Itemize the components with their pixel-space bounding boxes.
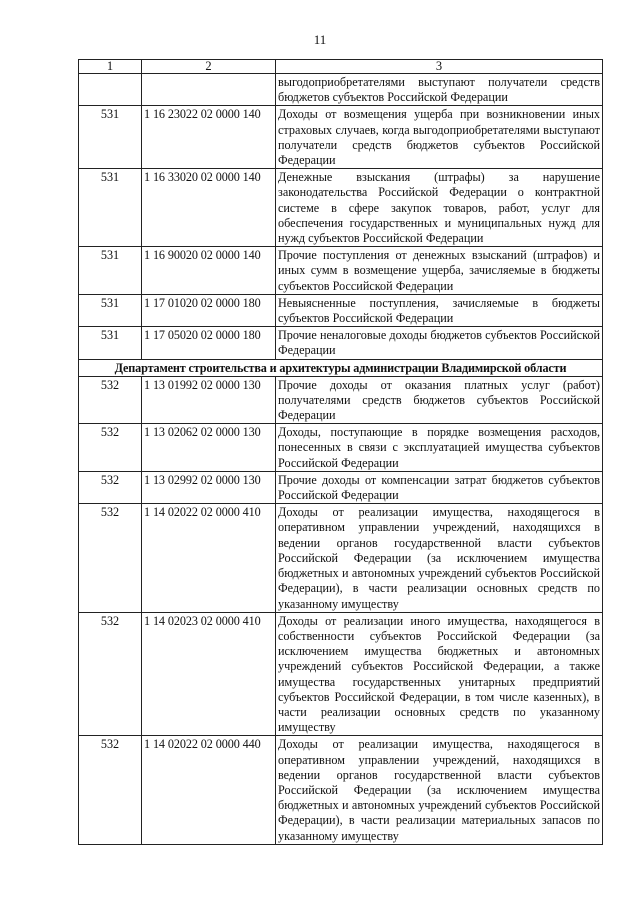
table-row (79, 294, 603, 326)
admin-code-cell: 531 (79, 327, 142, 359)
description-cell: Прочие неналоговые доходы бюджетов субъектов Российской Федерации (276, 327, 603, 359)
budget-code-cell: 1 16 23022 02 0000 140 (142, 106, 276, 169)
description-cell: Доходы от возмещения ущерба при возникновении иных страховых случаев, когда выгодоприобретателями выступают получатели средств бюджетов субъектов Российской Федерации (276, 106, 603, 169)
admin-code-cell: 531 (79, 169, 142, 247)
table-row (79, 169, 603, 247)
description-cell: Доходы от реализации иного имущества, находящегося в собственности субъектов Российской Федерации (за исключением имущества бюджетных и автономных учреждений субъектов Российской Федерации, а также имущества государственных унитарных предприятий субъектов Российской Федерации, в том числе казенных), в части реализации основных средств по указанному имуществу (276, 612, 603, 736)
table-row (79, 424, 603, 472)
budget-code-cell: 1 17 05020 02 0000 180 (142, 327, 276, 359)
table-header-row (79, 60, 603, 74)
page-number: 11 (313, 32, 327, 47)
admin-code-cell: 532 (79, 376, 142, 424)
description-cell: Доходы от реализации имущества, находящегося в оперативном управлении учреждений, находящихся в ведении органов государственной власти субъектов Российской Федерации (за исключением имущества бюджетных и автономных учреждений субъектов Российской Федерации), в части реализации материальных запасов по указанному имуществу (276, 736, 603, 844)
table-row (79, 106, 603, 169)
table-row (79, 504, 603, 612)
budget-code-cell: 1 13 02992 02 0000 130 (142, 471, 276, 503)
admin-code-cell: 532 (79, 736, 142, 844)
description-cell: Доходы от реализации имущества, находящегося в оперативном управлении учреждений, находящихся в ведении органов государственной власти субъектов Российской Федерации (за исключением имущества бюджетных и автономных учреждений субъектов Российской Федерации), в части реализации основных средств по указанному имуществу (276, 504, 603, 612)
column-header-1: 1 (79, 60, 142, 74)
admin-code-cell: 532 (79, 612, 142, 736)
admin-code-cell: 531 (79, 294, 142, 326)
description-cell: выгодоприобретателями выступают получатели средств бюджетов субъектов Российской Федерации (276, 74, 603, 106)
budget-code-cell (142, 74, 276, 106)
revenue-codes-table (78, 59, 603, 845)
budget-code-cell: 1 14 02022 02 0000 440 (142, 736, 276, 844)
description-cell: Невыясненные поступления, зачисляемые в бюджеты субъектов Российской Федерации (276, 294, 603, 326)
budget-code-cell: 1 14 02022 02 0000 410 (142, 504, 276, 612)
table-row (79, 74, 603, 106)
table-row (79, 612, 603, 736)
table-body (79, 60, 603, 845)
budget-code-cell: 1 13 01992 02 0000 130 (142, 376, 276, 424)
table-row (79, 471, 603, 503)
description-cell: Прочие доходы от компенсации затрат бюджетов субъектов Российской Федерации (276, 471, 603, 503)
admin-code-cell: 531 (79, 247, 142, 295)
budget-code-cell: 1 13 02062 02 0000 130 (142, 424, 276, 472)
description-cell: Доходы, поступающие в порядке возмещения расходов, понесенных в связи с эксплуатацией имущества субъектов Российской Федерации (276, 424, 603, 472)
column-header-2: 2 (142, 60, 276, 74)
admin-code-cell (79, 74, 142, 106)
description-cell: Прочие поступления от денежных взысканий (штрафов) и иных сумм в возмещение ущерба, зачисляемые в бюджеты субъектов Российской Федерации (276, 247, 603, 295)
table-row (79, 247, 603, 295)
budget-code-cell: 1 14 02023 02 0000 410 (142, 612, 276, 736)
budget-code-cell: 1 17 01020 02 0000 180 (142, 294, 276, 326)
description-cell: Денежные взыскания (штрафы) за нарушение законодательства Российской Федерации о контрактной системе в сфере закупок товаров, работ, услуг для обеспечения государственных и муниципальных нужд для нужд субъектов Российской Федерации (276, 169, 603, 247)
section-header-row (79, 359, 603, 376)
table-row (79, 327, 603, 359)
table-row (79, 736, 603, 844)
budget-code-cell: 1 16 90020 02 0000 140 (142, 247, 276, 295)
budget-code-cell: 1 16 33020 02 0000 140 (142, 169, 276, 247)
admin-code-cell: 532 (79, 504, 142, 612)
admin-code-cell: 531 (79, 106, 142, 169)
admin-code-cell: 532 (79, 471, 142, 503)
column-header-3: 3 (276, 60, 603, 74)
admin-code-cell: 532 (79, 424, 142, 472)
table-row (79, 376, 603, 424)
section-title: Департамент строительства и архитектуры администрации Владимирской области (79, 359, 603, 376)
description-cell: Прочие доходы от оказания платных услуг (работ) получателями средств бюджетов субъектов Российской Федерации (276, 376, 603, 424)
